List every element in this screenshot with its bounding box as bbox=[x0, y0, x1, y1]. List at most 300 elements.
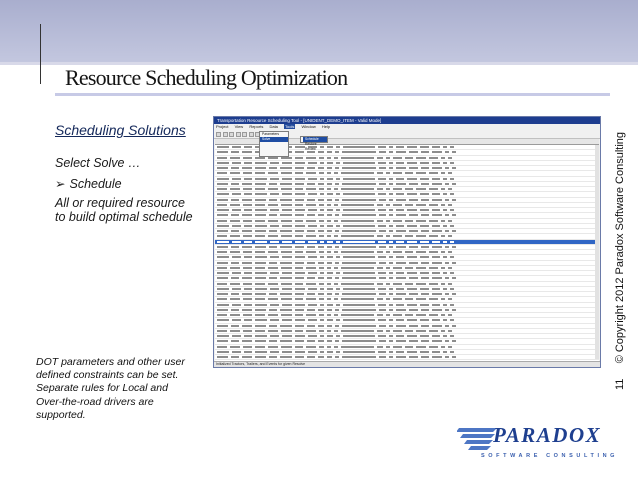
table-cell bbox=[396, 178, 404, 180]
toolbar-button[interactable] bbox=[223, 132, 228, 137]
table-cell bbox=[307, 246, 315, 248]
table-cell bbox=[217, 220, 227, 222]
table-cell bbox=[389, 183, 393, 185]
table-cell bbox=[421, 214, 429, 216]
table-cell bbox=[429, 267, 438, 269]
table-cell bbox=[343, 241, 375, 243]
table-cell bbox=[409, 356, 418, 358]
table-cell bbox=[270, 288, 279, 290]
table-cell bbox=[377, 330, 383, 332]
table-cell bbox=[445, 214, 449, 216]
table-cell bbox=[377, 251, 383, 253]
table-cell bbox=[343, 209, 375, 211]
table-cell bbox=[327, 162, 333, 164]
table-cell bbox=[242, 262, 252, 264]
table-cell bbox=[336, 241, 340, 243]
table-cell bbox=[319, 157, 324, 159]
table-cell bbox=[393, 188, 402, 190]
table-cell bbox=[268, 251, 278, 253]
table-cell bbox=[327, 325, 332, 327]
table-cell bbox=[269, 293, 277, 295]
table-cell bbox=[379, 325, 386, 327]
table-cell bbox=[269, 262, 277, 264]
toolbar-button[interactable] bbox=[229, 132, 234, 137]
table-cell bbox=[450, 304, 454, 306]
table-cell bbox=[255, 193, 267, 195]
table-cell bbox=[255, 241, 267, 243]
table-cell bbox=[255, 346, 265, 348]
table-cell bbox=[407, 193, 417, 195]
table-cell bbox=[396, 335, 404, 337]
table-cell bbox=[282, 304, 292, 306]
table-cell bbox=[396, 209, 404, 211]
menu-reports[interactable]: Reports bbox=[249, 124, 264, 129]
table-cell bbox=[269, 167, 277, 169]
table-cell bbox=[255, 183, 266, 185]
table-cell bbox=[335, 214, 339, 216]
table-cell bbox=[255, 188, 265, 190]
table-cell bbox=[420, 351, 429, 353]
table-cell bbox=[405, 220, 413, 222]
table-cell bbox=[452, 183, 456, 185]
table-cell bbox=[281, 235, 292, 237]
table-cell bbox=[441, 220, 445, 222]
table-cell bbox=[389, 277, 393, 279]
table-cell bbox=[448, 235, 452, 237]
table-cell bbox=[270, 209, 279, 211]
dropdown-item-parameters[interactable]: Parameters bbox=[262, 132, 280, 136]
table-cell bbox=[416, 346, 426, 348]
table-cell bbox=[217, 346, 227, 348]
table-cell bbox=[341, 346, 374, 348]
app-status-bar: Initialized Tractors, Trailers, and Events for given Resolve bbox=[214, 361, 601, 367]
table-cell bbox=[407, 146, 417, 148]
table-cell bbox=[270, 178, 279, 180]
table-cell bbox=[327, 335, 333, 337]
table-cell bbox=[389, 288, 393, 290]
table-cell bbox=[432, 272, 440, 274]
table-cell bbox=[255, 209, 267, 211]
table-cell bbox=[409, 167, 418, 169]
table-cell bbox=[295, 199, 304, 201]
table-cell bbox=[429, 157, 438, 159]
menu-view[interactable]: View bbox=[234, 124, 244, 129]
table-cell bbox=[255, 204, 265, 206]
table-cell bbox=[335, 309, 339, 311]
table-cell bbox=[319, 267, 324, 269]
table-cell bbox=[255, 256, 267, 258]
table-cell bbox=[377, 298, 383, 300]
table-cell bbox=[420, 304, 429, 306]
table-cell bbox=[421, 246, 429, 248]
table-cell bbox=[432, 335, 440, 337]
table-cell bbox=[230, 267, 240, 269]
table-cell bbox=[386, 267, 390, 269]
table-cell bbox=[343, 162, 375, 164]
table-cell bbox=[432, 151, 442, 153]
table-cell bbox=[243, 235, 252, 237]
table-cell bbox=[396, 304, 404, 306]
table-cell bbox=[244, 319, 252, 321]
table-cell bbox=[269, 183, 277, 185]
table-cell bbox=[377, 188, 383, 190]
table-cell bbox=[295, 157, 303, 159]
table-cell bbox=[450, 288, 454, 290]
table-cell bbox=[295, 214, 304, 216]
table-cell bbox=[327, 319, 333, 321]
table-cell bbox=[295, 246, 304, 248]
table-cell bbox=[452, 151, 456, 153]
table-cell bbox=[432, 246, 442, 248]
table-cell bbox=[335, 151, 339, 153]
table-cell bbox=[327, 330, 331, 332]
table-cell bbox=[327, 246, 332, 248]
table-cell bbox=[396, 351, 404, 353]
table-cell bbox=[255, 277, 266, 279]
table-cell bbox=[270, 256, 279, 258]
table-cell bbox=[320, 304, 324, 306]
table-cell bbox=[377, 172, 383, 174]
table-cell bbox=[334, 172, 338, 174]
table-cell bbox=[416, 172, 426, 174]
table-cell bbox=[405, 330, 413, 332]
table-cell bbox=[255, 304, 267, 306]
table-cell bbox=[336, 178, 340, 180]
table-cell bbox=[389, 162, 393, 164]
table-cell bbox=[441, 298, 445, 300]
table-cell bbox=[443, 256, 447, 258]
table-cell bbox=[318, 230, 324, 232]
table-cell bbox=[409, 151, 418, 153]
table-cell bbox=[335, 356, 339, 358]
table-cell bbox=[416, 314, 426, 316]
table-cell bbox=[230, 283, 240, 285]
table-cell bbox=[420, 225, 429, 227]
table-cell bbox=[327, 172, 331, 174]
table-cell bbox=[295, 304, 305, 306]
table-cell bbox=[441, 267, 445, 269]
description-line-1: All or required resource bbox=[55, 196, 185, 210]
table-cell bbox=[318, 246, 324, 248]
menu-project[interactable]: Project bbox=[216, 124, 229, 129]
toolbar-button[interactable] bbox=[216, 132, 221, 137]
table-cell bbox=[327, 225, 333, 227]
table-cell bbox=[396, 277, 406, 279]
table-cell bbox=[393, 330, 402, 332]
table-cell bbox=[450, 319, 454, 321]
table-cell bbox=[407, 351, 417, 353]
table-cell bbox=[409, 183, 418, 185]
table-cell bbox=[244, 304, 252, 306]
table-cell bbox=[386, 157, 390, 159]
table-cell bbox=[393, 314, 402, 316]
toolbar-button[interactable] bbox=[249, 132, 254, 137]
table-cell bbox=[243, 346, 252, 348]
table-cell bbox=[334, 188, 338, 190]
table-cell bbox=[280, 230, 292, 232]
dropdown-item-solve[interactable]: Solve bbox=[260, 137, 288, 142]
table-cell bbox=[407, 162, 417, 164]
table-cell bbox=[432, 288, 440, 290]
menu-tools[interactable]: Tools bbox=[285, 124, 295, 129]
table-cell bbox=[217, 209, 229, 211]
table-cell bbox=[396, 199, 406, 201]
table-cell bbox=[268, 188, 278, 190]
table-cell bbox=[416, 188, 426, 190]
table-cell bbox=[421, 356, 429, 358]
table-cell bbox=[327, 204, 331, 206]
table-cell bbox=[281, 172, 292, 174]
table-cell bbox=[421, 167, 429, 169]
table-cell bbox=[379, 199, 386, 201]
table-cell bbox=[378, 241, 386, 243]
table-cell bbox=[452, 340, 456, 342]
table-cell bbox=[232, 209, 241, 211]
table-cell bbox=[450, 256, 454, 258]
submenu-item-schedule[interactable]: Schedule bbox=[303, 137, 327, 142]
table-cell bbox=[396, 325, 406, 327]
table-cell bbox=[268, 204, 278, 206]
table-cell bbox=[282, 178, 292, 180]
table-cell bbox=[336, 256, 340, 258]
table-cell bbox=[336, 225, 340, 227]
table-cell bbox=[441, 330, 445, 332]
menu-window[interactable]: Window bbox=[301, 124, 316, 129]
table-cell bbox=[319, 204, 324, 206]
table-cell bbox=[450, 209, 454, 211]
table-cell bbox=[334, 235, 338, 237]
section-heading: Scheduling Solutions bbox=[55, 122, 186, 138]
table-cell bbox=[393, 172, 402, 174]
table-cell bbox=[295, 325, 304, 327]
menu-help[interactable]: Help bbox=[321, 124, 331, 129]
table-cell bbox=[217, 188, 227, 190]
table-cell bbox=[405, 251, 413, 253]
table-cell bbox=[217, 183, 228, 185]
table-cell bbox=[334, 330, 338, 332]
table-cell bbox=[270, 193, 279, 195]
table-cell bbox=[269, 356, 277, 358]
table-cell bbox=[343, 256, 375, 258]
table-cell bbox=[416, 298, 426, 300]
table-cell bbox=[341, 251, 374, 253]
table-cell bbox=[295, 188, 303, 190]
table-cell bbox=[429, 235, 438, 237]
table-cell bbox=[307, 340, 315, 342]
table-cell bbox=[379, 309, 386, 311]
table-cell bbox=[282, 335, 292, 337]
table-cell bbox=[393, 157, 402, 159]
table-cell bbox=[295, 262, 304, 264]
table-cell bbox=[396, 309, 406, 311]
table-cell bbox=[420, 193, 429, 195]
table-cell bbox=[341, 330, 374, 332]
table-cell bbox=[420, 162, 429, 164]
table-cell bbox=[231, 340, 239, 342]
table-cell bbox=[432, 241, 440, 243]
table-cell bbox=[318, 262, 324, 264]
table-cell bbox=[327, 283, 331, 285]
table-cell bbox=[336, 193, 340, 195]
table-cell bbox=[445, 356, 449, 358]
table-cell bbox=[445, 262, 449, 264]
table-cell bbox=[295, 204, 303, 206]
table-cell bbox=[445, 151, 449, 153]
table-cell bbox=[450, 351, 454, 353]
table-cell bbox=[306, 220, 316, 222]
table-cell bbox=[244, 209, 252, 211]
table-cell bbox=[327, 309, 332, 311]
table-cell bbox=[280, 214, 292, 216]
table-cell bbox=[281, 330, 292, 332]
table-cell bbox=[319, 172, 324, 174]
table-cell bbox=[306, 314, 316, 316]
table-cell bbox=[450, 193, 454, 195]
table-cell bbox=[327, 241, 333, 243]
table-cell bbox=[396, 288, 404, 290]
table-cell bbox=[295, 293, 304, 295]
submenu-item-review[interactable]: Review bbox=[305, 147, 316, 151]
table-cell bbox=[334, 204, 338, 206]
table-cell bbox=[307, 183, 315, 185]
table-cell bbox=[242, 199, 252, 201]
table-cell bbox=[448, 172, 452, 174]
table-cell bbox=[320, 319, 324, 321]
table-cell bbox=[420, 256, 429, 258]
table-cell bbox=[255, 214, 266, 216]
solve-submenu bbox=[300, 136, 328, 151]
table-cell bbox=[342, 356, 376, 358]
table-cell bbox=[407, 288, 417, 290]
table-cell bbox=[386, 172, 390, 174]
toolbar-button[interactable] bbox=[242, 132, 247, 137]
table-cell bbox=[244, 162, 252, 164]
table-cell bbox=[341, 172, 374, 174]
table-cell bbox=[342, 199, 376, 201]
dropdown-item[interactable] bbox=[260, 152, 288, 157]
table-cell bbox=[217, 256, 229, 258]
table-cell bbox=[255, 220, 265, 222]
table-cell bbox=[432, 293, 442, 295]
table-cell bbox=[379, 151, 386, 153]
table-cell bbox=[295, 277, 304, 279]
table-cell bbox=[306, 157, 316, 159]
table-cell bbox=[443, 272, 447, 274]
table-cell bbox=[318, 277, 324, 279]
table-cell bbox=[232, 162, 241, 164]
table-cell bbox=[243, 251, 252, 253]
right-sidebar-text bbox=[610, 80, 638, 390]
table-cell bbox=[389, 193, 393, 195]
grid-vertical-scrollbar[interactable] bbox=[595, 145, 599, 359]
table-cell bbox=[389, 209, 393, 211]
table-cell bbox=[230, 172, 240, 174]
table-cell bbox=[405, 283, 413, 285]
table-cell bbox=[429, 298, 438, 300]
table-cell bbox=[217, 246, 228, 248]
table-cell bbox=[280, 277, 292, 279]
table-cell bbox=[255, 167, 266, 169]
page-number: 11 bbox=[614, 378, 626, 390]
table-cell bbox=[281, 220, 292, 222]
table-cell bbox=[295, 230, 304, 232]
table-cell bbox=[450, 225, 454, 227]
table-cell bbox=[335, 325, 339, 327]
table-cell bbox=[342, 230, 376, 232]
table-cell bbox=[306, 267, 316, 269]
table-cell bbox=[280, 325, 292, 327]
table-cell bbox=[429, 204, 438, 206]
table-cell bbox=[393, 346, 402, 348]
submenu-item-restore[interactable]: Restore bbox=[305, 142, 317, 146]
table-cell bbox=[343, 272, 375, 274]
table-cell bbox=[429, 283, 438, 285]
table-cell bbox=[244, 193, 252, 195]
table-cell bbox=[327, 267, 331, 269]
table-cell bbox=[405, 235, 413, 237]
table-cell bbox=[441, 188, 445, 190]
table-cell bbox=[342, 325, 376, 327]
table-cell bbox=[377, 157, 383, 159]
table-cell bbox=[295, 209, 305, 211]
table-cell bbox=[231, 230, 239, 232]
table-cell bbox=[319, 235, 324, 237]
table-cell bbox=[389, 335, 393, 337]
table-cell bbox=[389, 151, 393, 153]
table-cell bbox=[407, 256, 417, 258]
table-cell bbox=[319, 220, 324, 222]
table-cell bbox=[217, 230, 228, 232]
table-cell bbox=[420, 288, 429, 290]
table-cell bbox=[379, 246, 386, 248]
table-cell bbox=[217, 251, 227, 253]
table-cell bbox=[336, 209, 340, 211]
table-cell bbox=[421, 183, 429, 185]
table-cell bbox=[378, 178, 386, 180]
table-cell bbox=[231, 183, 239, 185]
table-cell bbox=[230, 251, 240, 253]
table-cell bbox=[389, 167, 393, 169]
table-cell bbox=[405, 314, 413, 316]
table-cell bbox=[386, 204, 390, 206]
table-cell bbox=[420, 146, 429, 148]
table-cell bbox=[327, 193, 333, 195]
table-cell bbox=[320, 225, 324, 227]
table-cell bbox=[282, 193, 292, 195]
table-cell bbox=[443, 209, 447, 211]
table-cell bbox=[450, 146, 454, 148]
toolbar-button[interactable] bbox=[236, 132, 241, 137]
table-cell bbox=[327, 298, 331, 300]
table-cell bbox=[255, 235, 265, 237]
table-cell bbox=[255, 172, 265, 174]
table-cell bbox=[386, 220, 390, 222]
table-cell bbox=[429, 188, 438, 190]
table-cell bbox=[448, 283, 452, 285]
table-cell bbox=[307, 293, 315, 295]
table-cell bbox=[409, 246, 418, 248]
table-cell bbox=[295, 162, 305, 164]
table-cell bbox=[217, 262, 228, 264]
table-cell bbox=[443, 351, 447, 353]
menu-data[interactable]: Data bbox=[269, 124, 278, 129]
table-cell bbox=[281, 188, 292, 190]
table-cell bbox=[320, 351, 324, 353]
table-cell bbox=[327, 199, 332, 201]
table-cell bbox=[242, 325, 252, 327]
table-cell bbox=[320, 241, 324, 243]
table-cell bbox=[445, 340, 449, 342]
